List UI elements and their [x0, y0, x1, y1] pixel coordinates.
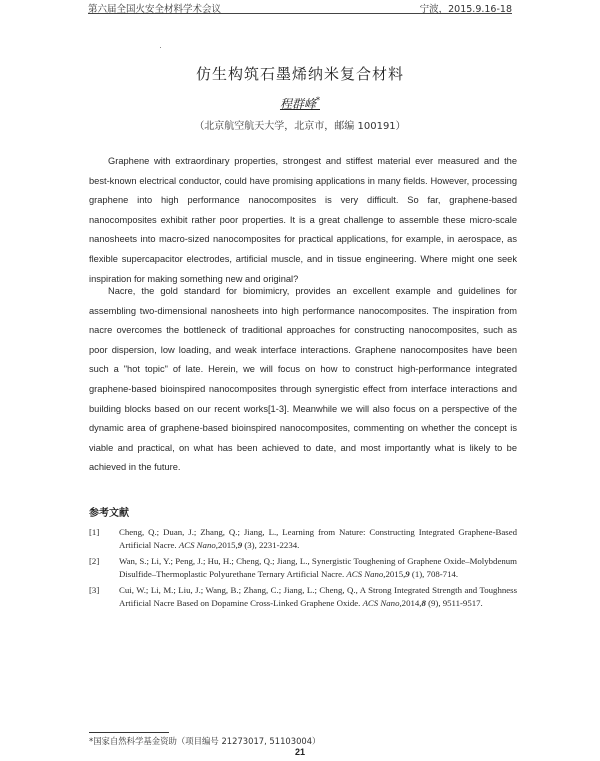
abstract-paragraph-2: Nacre, the gold standard for biomimicry, provides an excellent example and guidelines for assembling two-dimensional nanosheets into high performance nanocomposites. The inspiration from nacre overcomes the bottleneck of traditional approaches for constructing nanocomposites, such as poor dispersion, low loading, and weak interface interactions. Graphene nanocomposites have been such a "hot topic" of late. Herein, we will focus on how to construct high-performance integrated graphene-based bioinspired nanocomposites through synergistic effect from interface interactions and building blocks based on our recent works[1-3]. Meanwhile we will also focus on a perspective of the dynamic area of graphene-based bioinspired nanocomposites, commenting on whether the concept is viable and practical, on what has been achieved to date, and most importantly what is likely to be achieved in the future.: [89, 286, 517, 473]
reference-journal: ACS Nano,: [178, 539, 218, 550]
reference-authors: Wan, S.; Li, Y.; Peng, J.; Hu, H.; Cheng, Q.; Jiang, L., Synergistic Toughening of Graphene Oxide–Molybdenum Disulfide–Thermoplastic Polyurethane Ternary Artificial Nacre.: [119, 556, 517, 579]
reference-year: 2015,: [385, 568, 406, 579]
reference-year: 2015,: [217, 539, 238, 550]
funding-footnote: *国家自然科学基金资助（项目编号 21273017, 51103004）: [89, 736, 321, 746]
reference-authors: Cui, W.; Li, M.; Liu, J.; Wang, B.; Zhang, C.; Jiang, L.; Cheng, Q., A Strong Integrated Strength and Toughness Artificial Nacre Based on Dopamine Cross-Linked Graphene Oxide.: [119, 585, 517, 608]
reference-journal: ACS Nano,: [346, 568, 386, 579]
reference-number: [3]: [89, 585, 100, 595]
reference-pages: (3), 2231-2234.: [242, 539, 300, 550]
reference-authors: Cheng, Q.; Duan, J.; Zhang, Q.; Jiang, L., Learning from Nature: Constructing Integrated Graphene-Based Artificial Nacre.: [119, 527, 517, 550]
speck: [160, 47, 161, 48]
references-heading: 参考文献: [89, 508, 129, 519]
reference-pages: (1), 708-714.: [409, 568, 459, 579]
footnote-rule: [89, 732, 169, 733]
reference-pages: (9), 9511-9517.: [425, 597, 483, 608]
reference-journal: ACS Nano,: [362, 597, 402, 608]
reference-number: [1]: [89, 527, 100, 537]
reference-item: [89, 555, 517, 580]
reference-volume: 8: [421, 597, 426, 608]
header-conference: 第六届全国火安全材料学术会议: [88, 4, 222, 15]
reference-volume: 9: [405, 568, 410, 579]
page-number: 21: [294, 747, 305, 757]
reference-number: [2]: [89, 556, 100, 566]
reference-item: [89, 526, 517, 551]
paper-title: 仿生构筑石墨烯纳米复合材料: [195, 65, 404, 83]
abstract-paragraph-1: Graphene with extraordinary properties, strongest and stiffest material ever measured and the best-known electrical conductor, could have promising applications in many fields. However, processing graphene into high performance nanocomposites is very difficult. So far, graphene-based nanocomposites exhibit rather poor properties. It is a great challenge to assemble these micro-scale nanosheets into macro-sized nanocomposites for practical applications, for example, in aerospace, as flexible supercapacitor electrodes, artificial muscle, and in tissue engineering. Where might one seek inspiration for making something new and original?: [89, 156, 517, 284]
author-mark: *: [316, 96, 320, 105]
running-header: [88, 1, 512, 14]
author-line: [0, 95, 600, 112]
reference-volume: 9: [237, 539, 243, 550]
affiliation: （北京航空航天大学，北京市，邮编 100191）: [194, 121, 406, 132]
reference-list: [89, 526, 517, 613]
reference-item: [89, 584, 517, 609]
author-name: 程群峰: [279, 97, 316, 111]
header-location-date: 宁波，2015.9.16-18: [419, 4, 512, 15]
reference-year: 2014,: [401, 597, 422, 608]
